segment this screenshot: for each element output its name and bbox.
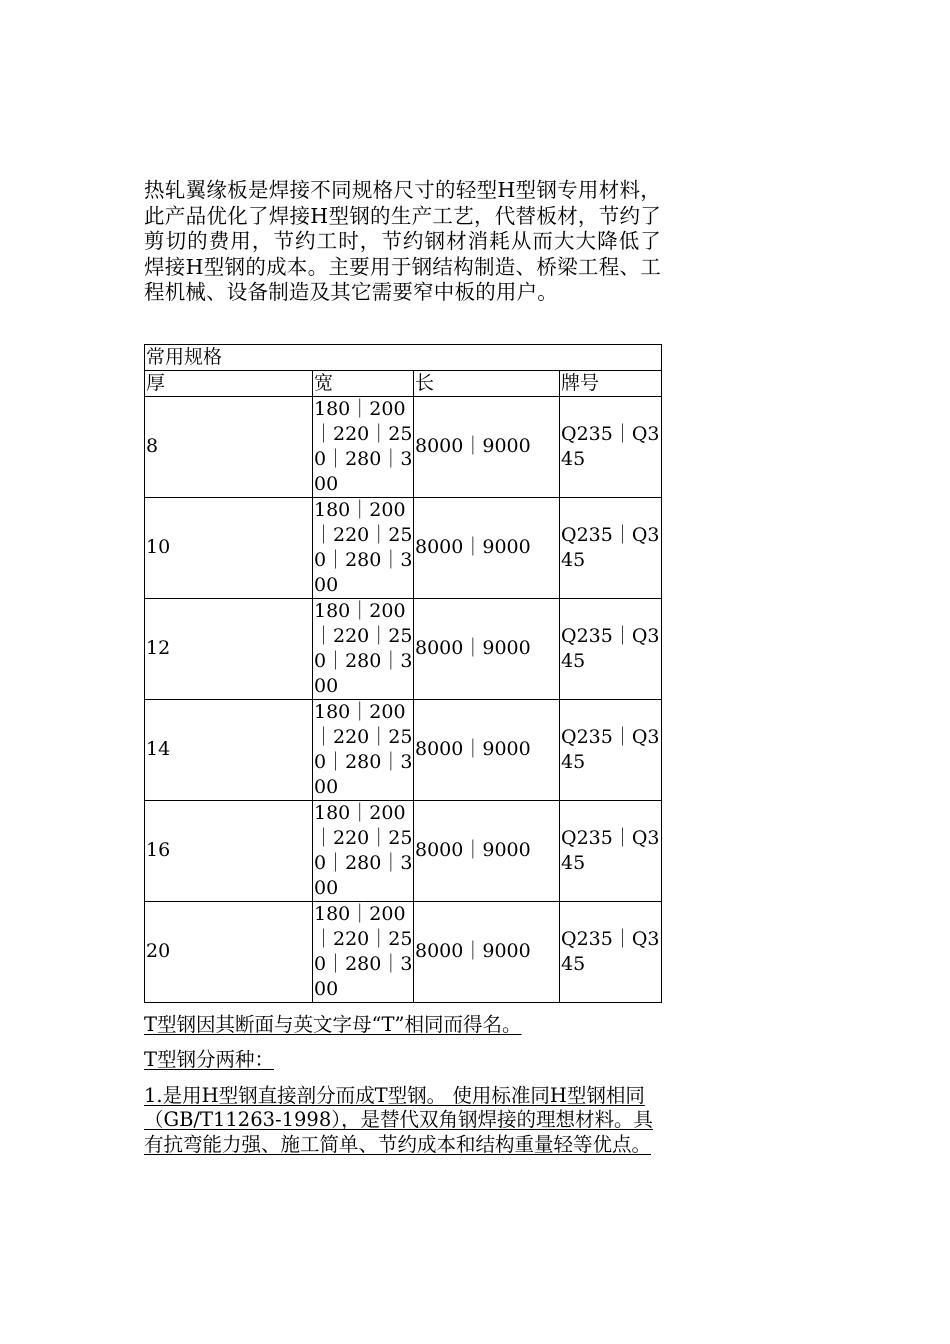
- cell-length: 8000｜9000: [414, 699, 560, 800]
- table-row: [145, 901, 662, 1002]
- header-grade: 牌号: [560, 370, 662, 396]
- cell-thickness: 16: [145, 800, 313, 901]
- t-steel-name-paragraph: T型钢因其断面与英文字母“T”相同而得名。: [144, 1012, 522, 1036]
- document-page: [144, 178, 661, 1157]
- cell-width: 180｜200｜220｜250｜280｜300: [313, 800, 414, 901]
- cell-grade: Q235｜Q345: [560, 598, 662, 699]
- cell-thickness: 10: [145, 497, 313, 598]
- cell-grade: Q235｜Q345: [560, 396, 662, 497]
- table-row: [145, 598, 662, 699]
- cell-width: 180｜200｜220｜250｜280｜300: [313, 901, 414, 1002]
- cell-length: 8000｜9000: [414, 598, 560, 699]
- cell-length: 8000｜9000: [414, 901, 560, 1002]
- table-title: 常用规格: [145, 344, 662, 370]
- spec-table: [144, 344, 662, 1003]
- header-length: 长: [414, 370, 560, 396]
- t-steel-type-one-paragraph: 1.是用H型钢直接剖分而成T型钢。 使用标准同H型钢相同（GB/T11263-1998），是替代双角钢焊接的理想材料。具有抗弯能力强、施工简单、节约成本和结构重量轻等优点。: [144, 1083, 653, 1156]
- header-width: 宽: [313, 370, 414, 396]
- intro-paragraph: 热轧翼缘板是焊接不同规格尺寸的轻型H型钢专用材料，此产品优化了焊接H型钢的生产工艺，代替板材，节约了剪切的费用，节约工时，节约钢材消耗从而大大降低了焊接H型钢的成本。主要用于钢结构制造、桥梁工程、工程机械、设备制造及其它需要窄中板的用户。: [144, 178, 661, 304]
- cell-length: 8000｜9000: [414, 497, 560, 598]
- table-header-row: [145, 370, 662, 396]
- cell-grade: Q235｜Q345: [560, 901, 662, 1002]
- cell-width: 180｜200｜220｜250｜280｜300: [313, 699, 414, 800]
- cell-length: 8000｜9000: [414, 800, 560, 901]
- cell-grade: Q235｜Q345: [560, 699, 662, 800]
- header-thickness: 厚: [145, 370, 313, 396]
- table-row: [145, 497, 662, 598]
- table-row: [145, 800, 662, 901]
- cell-length: 8000｜9000: [414, 396, 560, 497]
- cell-thickness: 8: [145, 396, 313, 497]
- table-row: [145, 699, 662, 800]
- cell-width: 180｜200｜220｜250｜280｜300: [313, 598, 414, 699]
- table-title-row: [145, 344, 662, 370]
- table-row: [145, 396, 662, 497]
- cell-width: 180｜200｜220｜250｜280｜300: [313, 396, 414, 497]
- cell-grade: Q235｜Q345: [560, 497, 662, 598]
- cell-grade: Q235｜Q345: [560, 800, 662, 901]
- cell-thickness: 20: [145, 901, 313, 1002]
- cell-thickness: 12: [145, 598, 313, 699]
- cell-width: 180｜200｜220｜250｜280｜300: [313, 497, 414, 598]
- cell-thickness: 14: [145, 699, 313, 800]
- t-steel-types-paragraph: T型钢分两种：: [144, 1048, 275, 1071]
